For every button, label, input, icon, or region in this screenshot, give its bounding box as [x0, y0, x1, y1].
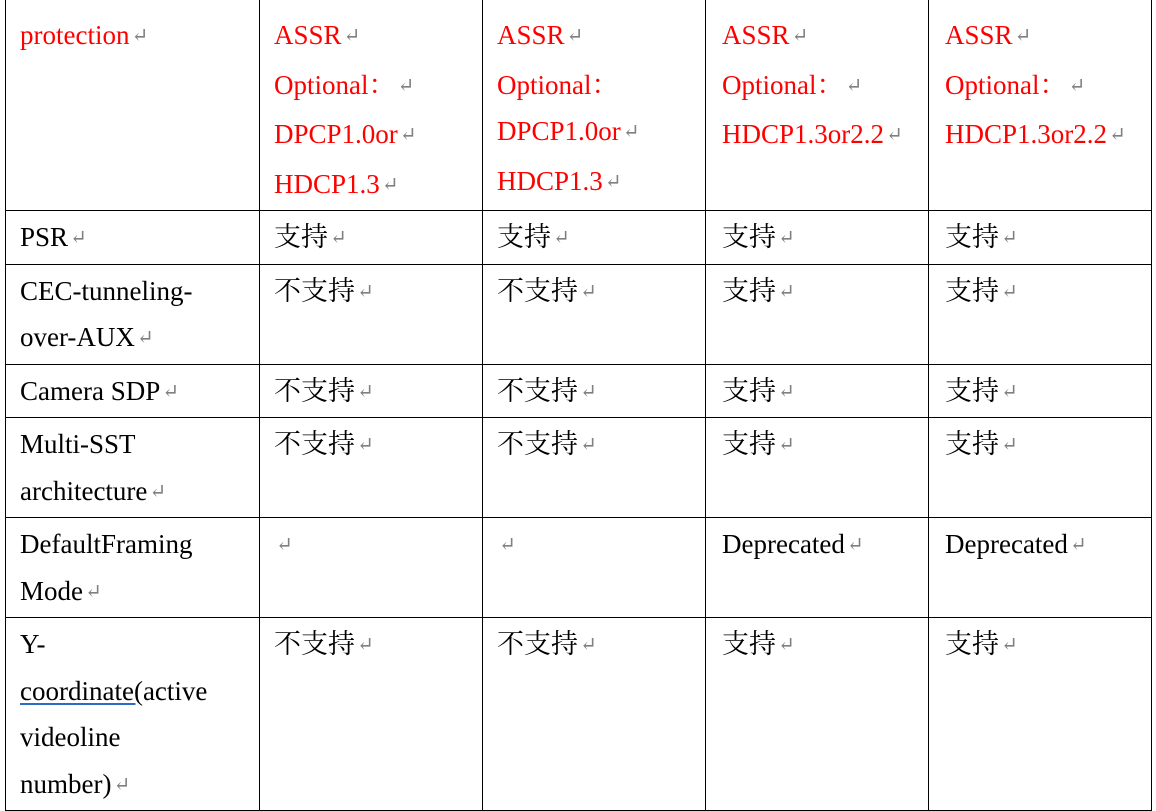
- row-label-cell: [6, 418, 260, 518]
- table-cell: [260, 364, 483, 418]
- return-mark-icon: ↵: [778, 434, 795, 456]
- cell-text: 不支持: [497, 429, 578, 459]
- return-mark-icon: ↵: [113, 773, 131, 796]
- table-cell: [706, 211, 929, 265]
- table-cell: [260, 264, 483, 364]
- table-cell: [483, 264, 706, 364]
- row-label-cell: [6, 264, 260, 364]
- return-mark-icon: ↵: [357, 434, 374, 456]
- table-cell: [260, 518, 483, 618]
- return-mark-icon: ↵: [846, 534, 864, 556]
- return-mark-icon: ↵: [566, 25, 584, 47]
- table-row-protection: [6, 0, 1152, 211]
- return-mark-icon: ↵: [1001, 380, 1018, 403]
- table-cell: [483, 211, 706, 265]
- return-mark-icon: ↵: [85, 580, 102, 603]
- table-cell: [929, 618, 1152, 811]
- return-mark-icon: ↵: [70, 227, 87, 249]
- cell-text: 不支持: [497, 275, 578, 306]
- row-label: number): [20, 768, 112, 799]
- return-mark-icon: ↵: [397, 74, 415, 97]
- return-mark-icon: ↵: [343, 25, 361, 47]
- return-mark-icon: ↵: [778, 280, 795, 303]
- cell-text: ASSR: [274, 20, 342, 50]
- cell-text: Optional：: [945, 69, 1067, 100]
- table-cell: [706, 518, 929, 618]
- return-mark-icon: ↵: [580, 380, 597, 403]
- row-label: Mode: [20, 575, 83, 606]
- table-cell: [929, 364, 1152, 418]
- cell-text: 支持: [945, 629, 999, 659]
- return-mark-icon: ↵: [1001, 434, 1018, 456]
- return-mark-icon: ↵: [1001, 280, 1018, 303]
- row-label: Camera SDP: [20, 375, 161, 406]
- table-cell: [260, 418, 483, 518]
- cell-text: 支持: [274, 222, 328, 252]
- cell-text: HDCP1.3: [497, 165, 603, 196]
- table-row-camera-sdp: [6, 364, 1152, 418]
- row-label-link[interactable]: coordinate(: [20, 675, 143, 706]
- return-mark-icon: ↵: [276, 534, 293, 556]
- table-row-multi-sst: [6, 418, 1152, 518]
- return-mark-icon: ↵: [357, 634, 374, 656]
- return-mark-icon: ↵: [1069, 534, 1087, 556]
- return-mark-icon: ↵: [1109, 124, 1126, 146]
- cell-text: Deprecated: [945, 529, 1068, 559]
- cell-text: 支持: [722, 222, 776, 252]
- row-label: line: [80, 722, 121, 752]
- row-label: Multi-SST: [20, 429, 136, 459]
- return-mark-icon: ↵: [499, 534, 516, 556]
- cell-text: 支持: [945, 275, 999, 306]
- table-row-default-framing: [6, 518, 1152, 618]
- row-label: Framing: [100, 529, 193, 559]
- return-mark-icon: ↵: [1001, 227, 1018, 249]
- table-cell: [929, 264, 1152, 364]
- table-row-y-coordinate: [6, 618, 1152, 811]
- cell-text: 支持: [722, 429, 776, 459]
- row-label-cell: [6, 0, 260, 211]
- return-mark-icon: ↵: [357, 280, 374, 303]
- cell-text: ASSR: [945, 20, 1013, 50]
- row-label: over-AUX: [20, 322, 135, 352]
- feature-comparison-table: [5, 0, 1152, 811]
- row-label: protection: [20, 20, 130, 50]
- row-label: Default: [20, 529, 101, 559]
- cell-text: HDCP1.3or2.2: [945, 119, 1108, 149]
- cell-text: HDCP1.3or2.2: [722, 119, 885, 149]
- table-cell: [929, 211, 1152, 265]
- table-cell: [706, 264, 929, 364]
- table-cell: [706, 0, 929, 211]
- return-mark-icon: ↵: [580, 280, 597, 303]
- return-mark-icon: ↵: [622, 121, 640, 143]
- table-cell: [483, 418, 706, 518]
- return-mark-icon: ↵: [580, 634, 597, 656]
- return-mark-icon: ↵: [1001, 634, 1018, 656]
- cell-text: ASSR: [722, 20, 790, 50]
- table-cell: [260, 211, 483, 265]
- row-label-cell: [6, 518, 260, 618]
- return-mark-icon: ↵: [330, 227, 347, 249]
- cell-text: 支持: [722, 275, 776, 306]
- cell-text: 支持: [722, 375, 776, 406]
- return-mark-icon: ↵: [845, 74, 863, 97]
- cell-text: 支持: [945, 375, 999, 406]
- return-mark-icon: ↵: [131, 25, 149, 47]
- row-label: architecture: [20, 475, 148, 506]
- cell-text: 不支持: [497, 629, 578, 659]
- cell-text: DPCP1.0or: [274, 119, 398, 149]
- cell-text: HDCP1.3: [274, 168, 380, 199]
- cell-text: Deprecated: [722, 529, 845, 559]
- table-cell: [706, 418, 929, 518]
- table-cell: [483, 364, 706, 418]
- row-label: Y-: [20, 629, 46, 659]
- return-mark-icon: ↵: [162, 380, 179, 403]
- cell-text: 不支持: [274, 375, 355, 406]
- cell-text: 不支持: [274, 275, 355, 306]
- table-cell: [483, 518, 706, 618]
- cell-text: 支持: [945, 222, 999, 252]
- cell-text: 不支持: [274, 429, 355, 459]
- row-label-cell: [6, 618, 260, 811]
- cell-text: ：: [591, 69, 619, 100]
- cell-text: DPCP1.0or: [497, 116, 621, 146]
- cell-text: Optional：: [722, 69, 844, 100]
- return-mark-icon: ↵: [399, 124, 417, 146]
- return-mark-icon: ↵: [791, 25, 809, 47]
- table-row-psr: [6, 211, 1152, 265]
- row-label: PSR: [20, 222, 69, 252]
- return-mark-icon: ↵: [553, 227, 570, 249]
- row-label: video: [20, 722, 80, 752]
- return-mark-icon: ↵: [580, 434, 597, 456]
- table-cell: [483, 618, 706, 811]
- cell-text: 不支持: [497, 375, 578, 406]
- return-mark-icon: ↵: [778, 380, 795, 403]
- table-cell: [929, 0, 1152, 211]
- return-mark-icon: ↵: [357, 380, 374, 403]
- table-cell: [483, 0, 706, 211]
- return-mark-icon: ↵: [604, 170, 622, 193]
- table-row-cec-tunneling: [6, 264, 1152, 364]
- return-mark-icon: ↵: [778, 634, 795, 656]
- return-mark-icon: ↵: [149, 480, 167, 503]
- table-cell: [929, 418, 1152, 518]
- return-mark-icon: ↵: [778, 227, 795, 249]
- table-cell: [706, 618, 929, 811]
- cell-text: 支持: [722, 629, 776, 659]
- cell-text: 支持: [497, 222, 551, 252]
- cell-text: 支持: [945, 429, 999, 459]
- return-mark-icon: ↵: [136, 327, 154, 349]
- table-cell: [706, 364, 929, 418]
- row-label-cell: [6, 364, 260, 418]
- cell-text: 不支持: [274, 629, 355, 659]
- row-label-cell: [6, 211, 260, 265]
- return-mark-icon: ↵: [381, 173, 399, 196]
- return-mark-icon: ↵: [1068, 74, 1086, 97]
- row-label: CEC-tunneling-: [20, 275, 193, 306]
- return-mark-icon: ↵: [1014, 25, 1032, 47]
- cell-text: Optional：: [274, 69, 396, 100]
- table-cell: [929, 518, 1152, 618]
- row-label: active: [142, 675, 208, 706]
- cell-text: Optional: [497, 69, 592, 100]
- table-cell: [260, 618, 483, 811]
- cell-text: ASSR: [497, 20, 565, 50]
- return-mark-icon: ↵: [886, 124, 903, 146]
- table-cell: [260, 0, 483, 211]
